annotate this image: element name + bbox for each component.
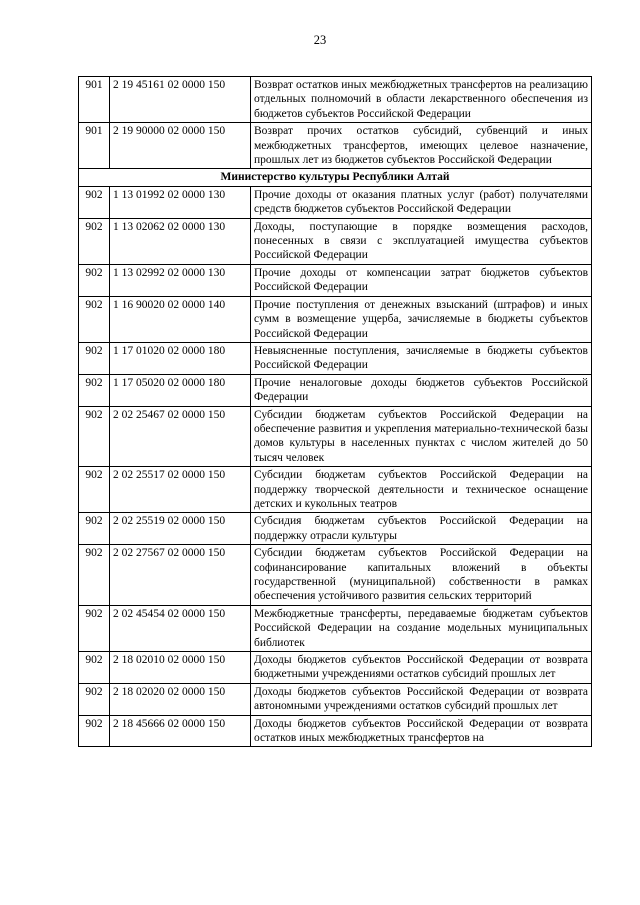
budget-code-cell: 2 18 45666 02 0000 150 xyxy=(110,715,251,747)
budget-code-cell: 1 17 05020 02 0000 180 xyxy=(110,374,251,406)
admin-code-cell: 902 xyxy=(79,296,110,342)
admin-code-cell: 902 xyxy=(79,342,110,374)
budget-code-cell: 2 02 25467 02 0000 150 xyxy=(110,406,251,467)
table-row xyxy=(79,715,592,747)
admin-code-cell: 902 xyxy=(79,406,110,467)
admin-code-cell: 902 xyxy=(79,186,110,218)
budget-code-cell: 2 18 02010 02 0000 150 xyxy=(110,652,251,684)
admin-code-cell: 902 xyxy=(79,715,110,747)
income-description-cell: Доходы бюджетов субъектов Российской Федерации от возврата бюджетными учреждениями остатков субсидий прошлых лет xyxy=(251,652,592,684)
revenue-codes-table xyxy=(78,76,592,747)
income-description-cell: Возврат остатков иных межбюджетных трансфертов на реализацию отдельных полномочий в области лекарственного обеспечения из бюджетов субъектов Российской Федерации xyxy=(251,77,592,123)
table-row xyxy=(79,77,592,123)
income-description-cell: Доходы бюджетов субъектов Российской Федерации от возврата остатков иных межбюджетных трансфертов на xyxy=(251,715,592,747)
table-row xyxy=(79,605,592,651)
budget-code-cell: 1 13 02062 02 0000 130 xyxy=(110,218,251,264)
table-row xyxy=(79,545,592,606)
budget-code-cell: 2 02 25519 02 0000 150 xyxy=(110,513,251,545)
admin-code-cell: 902 xyxy=(79,467,110,513)
table-row xyxy=(79,513,592,545)
income-description-cell: Возврат прочих остатков субсидий, субвенций и иных межбюджетных трансфертов, имеющих целевое назначение, прошлых лет из бюджетов субъектов Российской Федерации xyxy=(251,123,592,169)
admin-code-cell: 902 xyxy=(79,605,110,651)
income-description-cell: Субсидии бюджетам субъектов Российской Федерации на обеспечение развития и укрепления материально-технической базы домов культуры в населенных пунктах с числом жителей до 50 тысяч человек xyxy=(251,406,592,467)
table-section xyxy=(79,169,592,186)
page-number: 23 xyxy=(313,33,327,47)
table-row xyxy=(79,342,592,374)
table-row xyxy=(79,406,592,467)
income-description-cell: Невыясненные поступления, зачисляемые в бюджеты субъектов Российской Федерации xyxy=(251,342,592,374)
section-header-row xyxy=(79,169,592,186)
budget-code-cell: 2 02 27567 02 0000 150 xyxy=(110,545,251,606)
income-description-cell: Прочие поступления от денежных взысканий (штрафов) и иных сумм в возмещение ущерба, зачисляемые в бюджеты субъектов Российской Федерации xyxy=(251,296,592,342)
budget-code-cell: 2 19 45161 02 0000 150 xyxy=(110,77,251,123)
admin-code-cell: 902 xyxy=(79,652,110,684)
table-row xyxy=(79,123,592,169)
admin-code-cell: 902 xyxy=(79,264,110,296)
budget-code-cell: 2 02 25517 02 0000 150 xyxy=(110,467,251,513)
budget-code-cell: 2 19 90000 02 0000 150 xyxy=(110,123,251,169)
admin-code-cell: 901 xyxy=(79,77,110,123)
income-description-cell: Межбюджетные трансферты, передаваемые бюджетам субъектов Российской Федерации на создание модельных муниципальных библиотек xyxy=(251,605,592,651)
income-description-cell: Доходы бюджетов субъектов Российской Федерации от возврата автономными учреждениями остатков субсидий прошлых лет xyxy=(251,683,592,715)
income-description-cell: Субсидии бюджетам субъектов Российской Федерации на поддержку творческой деятельности и техническое оснащение детских и кукольных театров xyxy=(251,467,592,513)
admin-code-cell: 902 xyxy=(79,545,110,606)
budget-code-cell: 1 13 02992 02 0000 130 xyxy=(110,264,251,296)
budget-code-cell: 2 18 02020 02 0000 150 xyxy=(110,683,251,715)
section-title: Министерство культуры Республики Алтай xyxy=(79,169,592,186)
admin-code-cell: 902 xyxy=(79,218,110,264)
admin-code-cell: 902 xyxy=(79,683,110,715)
budget-code-cell: 1 13 01992 02 0000 130 xyxy=(110,186,251,218)
table-row xyxy=(79,467,592,513)
income-description-cell: Прочие неналоговые доходы бюджетов субъектов Российской Федерации xyxy=(251,374,592,406)
budget-code-cell: 1 17 01020 02 0000 180 xyxy=(110,342,251,374)
budget-code-cell: 2 02 45454 02 0000 150 xyxy=(110,605,251,651)
table-row xyxy=(79,186,592,218)
table-body-ministry-902 xyxy=(79,186,592,747)
table-row xyxy=(79,374,592,406)
table-body-ministry-901 xyxy=(79,77,592,169)
income-description-cell: Прочие доходы от оказания платных услуг (работ) получателями средств бюджетов субъектов Российской Федерации xyxy=(251,186,592,218)
table-row xyxy=(79,652,592,684)
admin-code-cell: 902 xyxy=(79,374,110,406)
income-description-cell: Доходы, поступающие в порядке возмещения расходов, понесенных в связи с эксплуатацией имущества субъектов Российской Федерации xyxy=(251,218,592,264)
income-description-cell: Субсидии бюджетам субъектов Российской Федерации на софинансирование капитальных вложений в объекты государственной (муниципальной) собственности в рамках обеспечения устойчивого развития сельских территорий xyxy=(251,545,592,606)
admin-code-cell: 902 xyxy=(79,513,110,545)
table-row xyxy=(79,683,592,715)
income-description-cell: Прочие доходы от компенсации затрат бюджетов субъектов Российской Федерации xyxy=(251,264,592,296)
table-row xyxy=(79,264,592,296)
table-row xyxy=(79,218,592,264)
admin-code-cell: 901 xyxy=(79,123,110,169)
table-row xyxy=(79,296,592,342)
budget-code-cell: 1 16 90020 02 0000 140 xyxy=(110,296,251,342)
income-description-cell: Субсидия бюджетам субъектов Российской Федерации на поддержку отрасли культуры xyxy=(251,513,592,545)
